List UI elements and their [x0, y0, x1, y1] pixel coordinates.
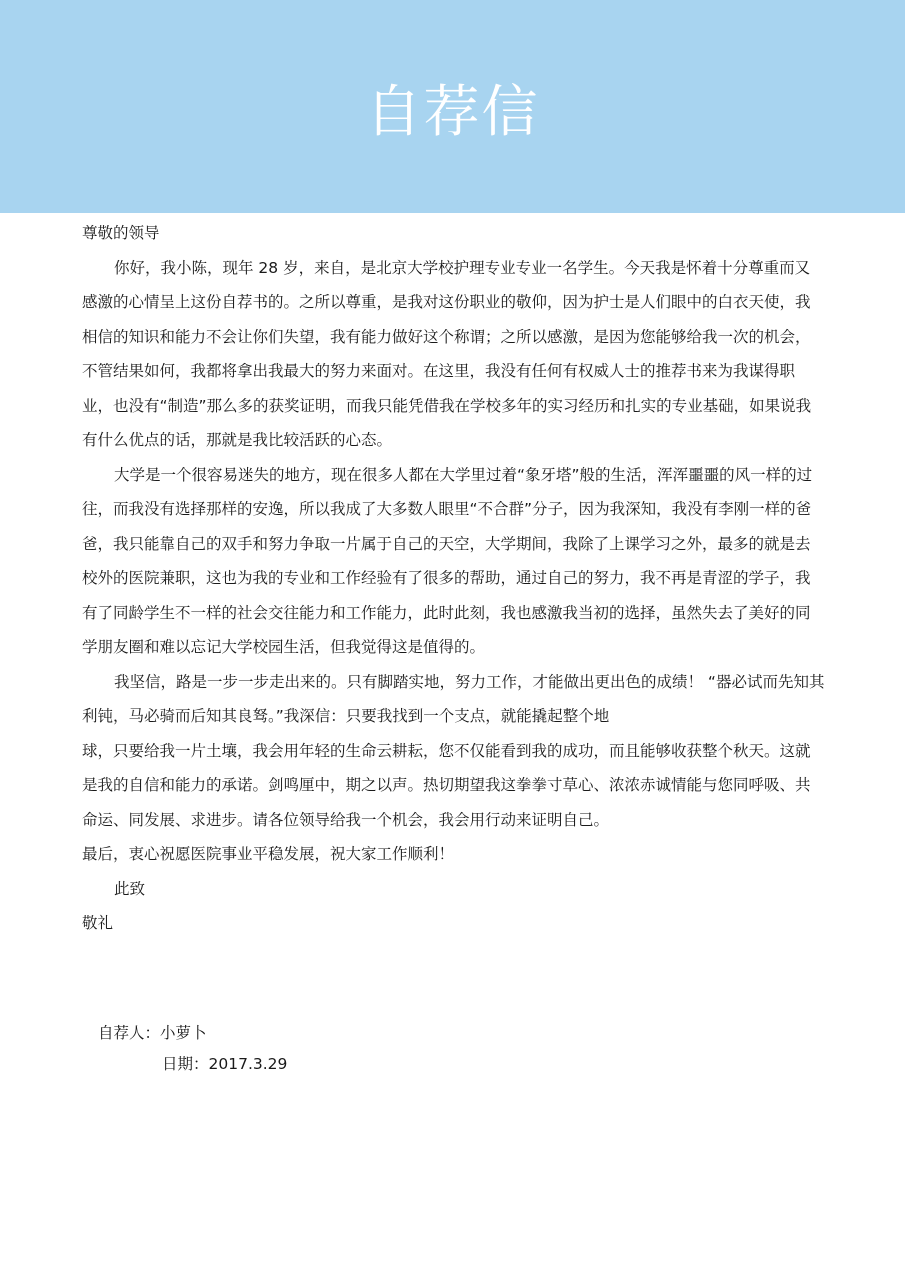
closing-cizhi: 此致 — [114, 879, 146, 898]
paragraph-university: 大学是一个很容易迷失的地方，现在很多人都在大学里过着“象牙塔”般的生活，浑浑噩噩的风一样的过往，而我没有选择那样的安逸，所以我成了大多数人眼里“不合群”分子，因为我深知，我没有李刚一样的爸爸，我只能靠自己的双手和努力争取一片属于自己的天空，大学期间，我除了上课学习之外，最多的就是去校外的医院兼职，这也为我的专业和工作经验有了很多的帮助，通过自己的努力，我不再是青涩的学子，我有了同龄学生不一样的社会交往能力和工作能力，此时此刻，我也感激我当初的选择，虽然失去了美好的同学朋友圈和难以忘记大学校园生活，但我觉得这是值得的。 — [82, 465, 813, 656]
closing-jingli: 敬礼 — [82, 914, 114, 932]
salutation: 尊敬的领导 — [82, 224, 160, 242]
date-line: 日期：2017.3.29 — [162, 1055, 288, 1073]
letter-body — [82, 216, 825, 941]
paragraph-introduction: 你好，我小陈，现年 28 岁，来自，是北京大学校护理专业专业一名学生。今天我是怀着十分尊重而又感激的心情呈上这份自荐书的。之所以尊重，是我对这份职业的敬仰，因为护士是人们眼中的白衣天使，我相信的知识和能力不会让你们失望，我有能力做好这个称谓；之所以感激，是因为您能够给我一次的机会，不管结果如何，我都将拿出我最大的努力来面对。在这里，我没有任何有权威人士的推荐书来为我谋得职业，也没有“制造”那么多的获奖证明，而我只能凭借我在学校多年的实习经历和扎实的专业基础，如果说我有什么优点的话，那就是我比较活跃的心态。 — [82, 258, 812, 449]
letter-title: 自荐信 — [365, 80, 540, 145]
paragraph-wishes: 最后，衷心祝愿医院事业平稳发展，祝大家工作顺利！ — [82, 845, 455, 863]
paragraph-promise: 球，只要给我一片土壤，我会用年轻的生命云耕耘，您不仅能看到我的成功，而且能够收获整个秋天。这就是我的自信和能力的承诺。剑鸣厘中，期之以声。热切期望我这拳拳寸草心、浓浓赤诚情能与您同呼吸、共命运、同发展、求进步。请各位领导给我一个机会，我会用行动来证明自己。 — [82, 741, 811, 829]
header-banner — [0, 0, 905, 213]
paragraph-belief: 我坚信，路是一步一步走出来的。只有脚踏实地，努力工作，才能做出更出色的成绩！ “器必试而先知其利钝，马必骑而后知其良驽。”我深信：只要我找到一个支点，就能撬起整个地 — [82, 672, 825, 725]
signer-line: 自荐人：小萝卜 — [98, 1024, 207, 1042]
